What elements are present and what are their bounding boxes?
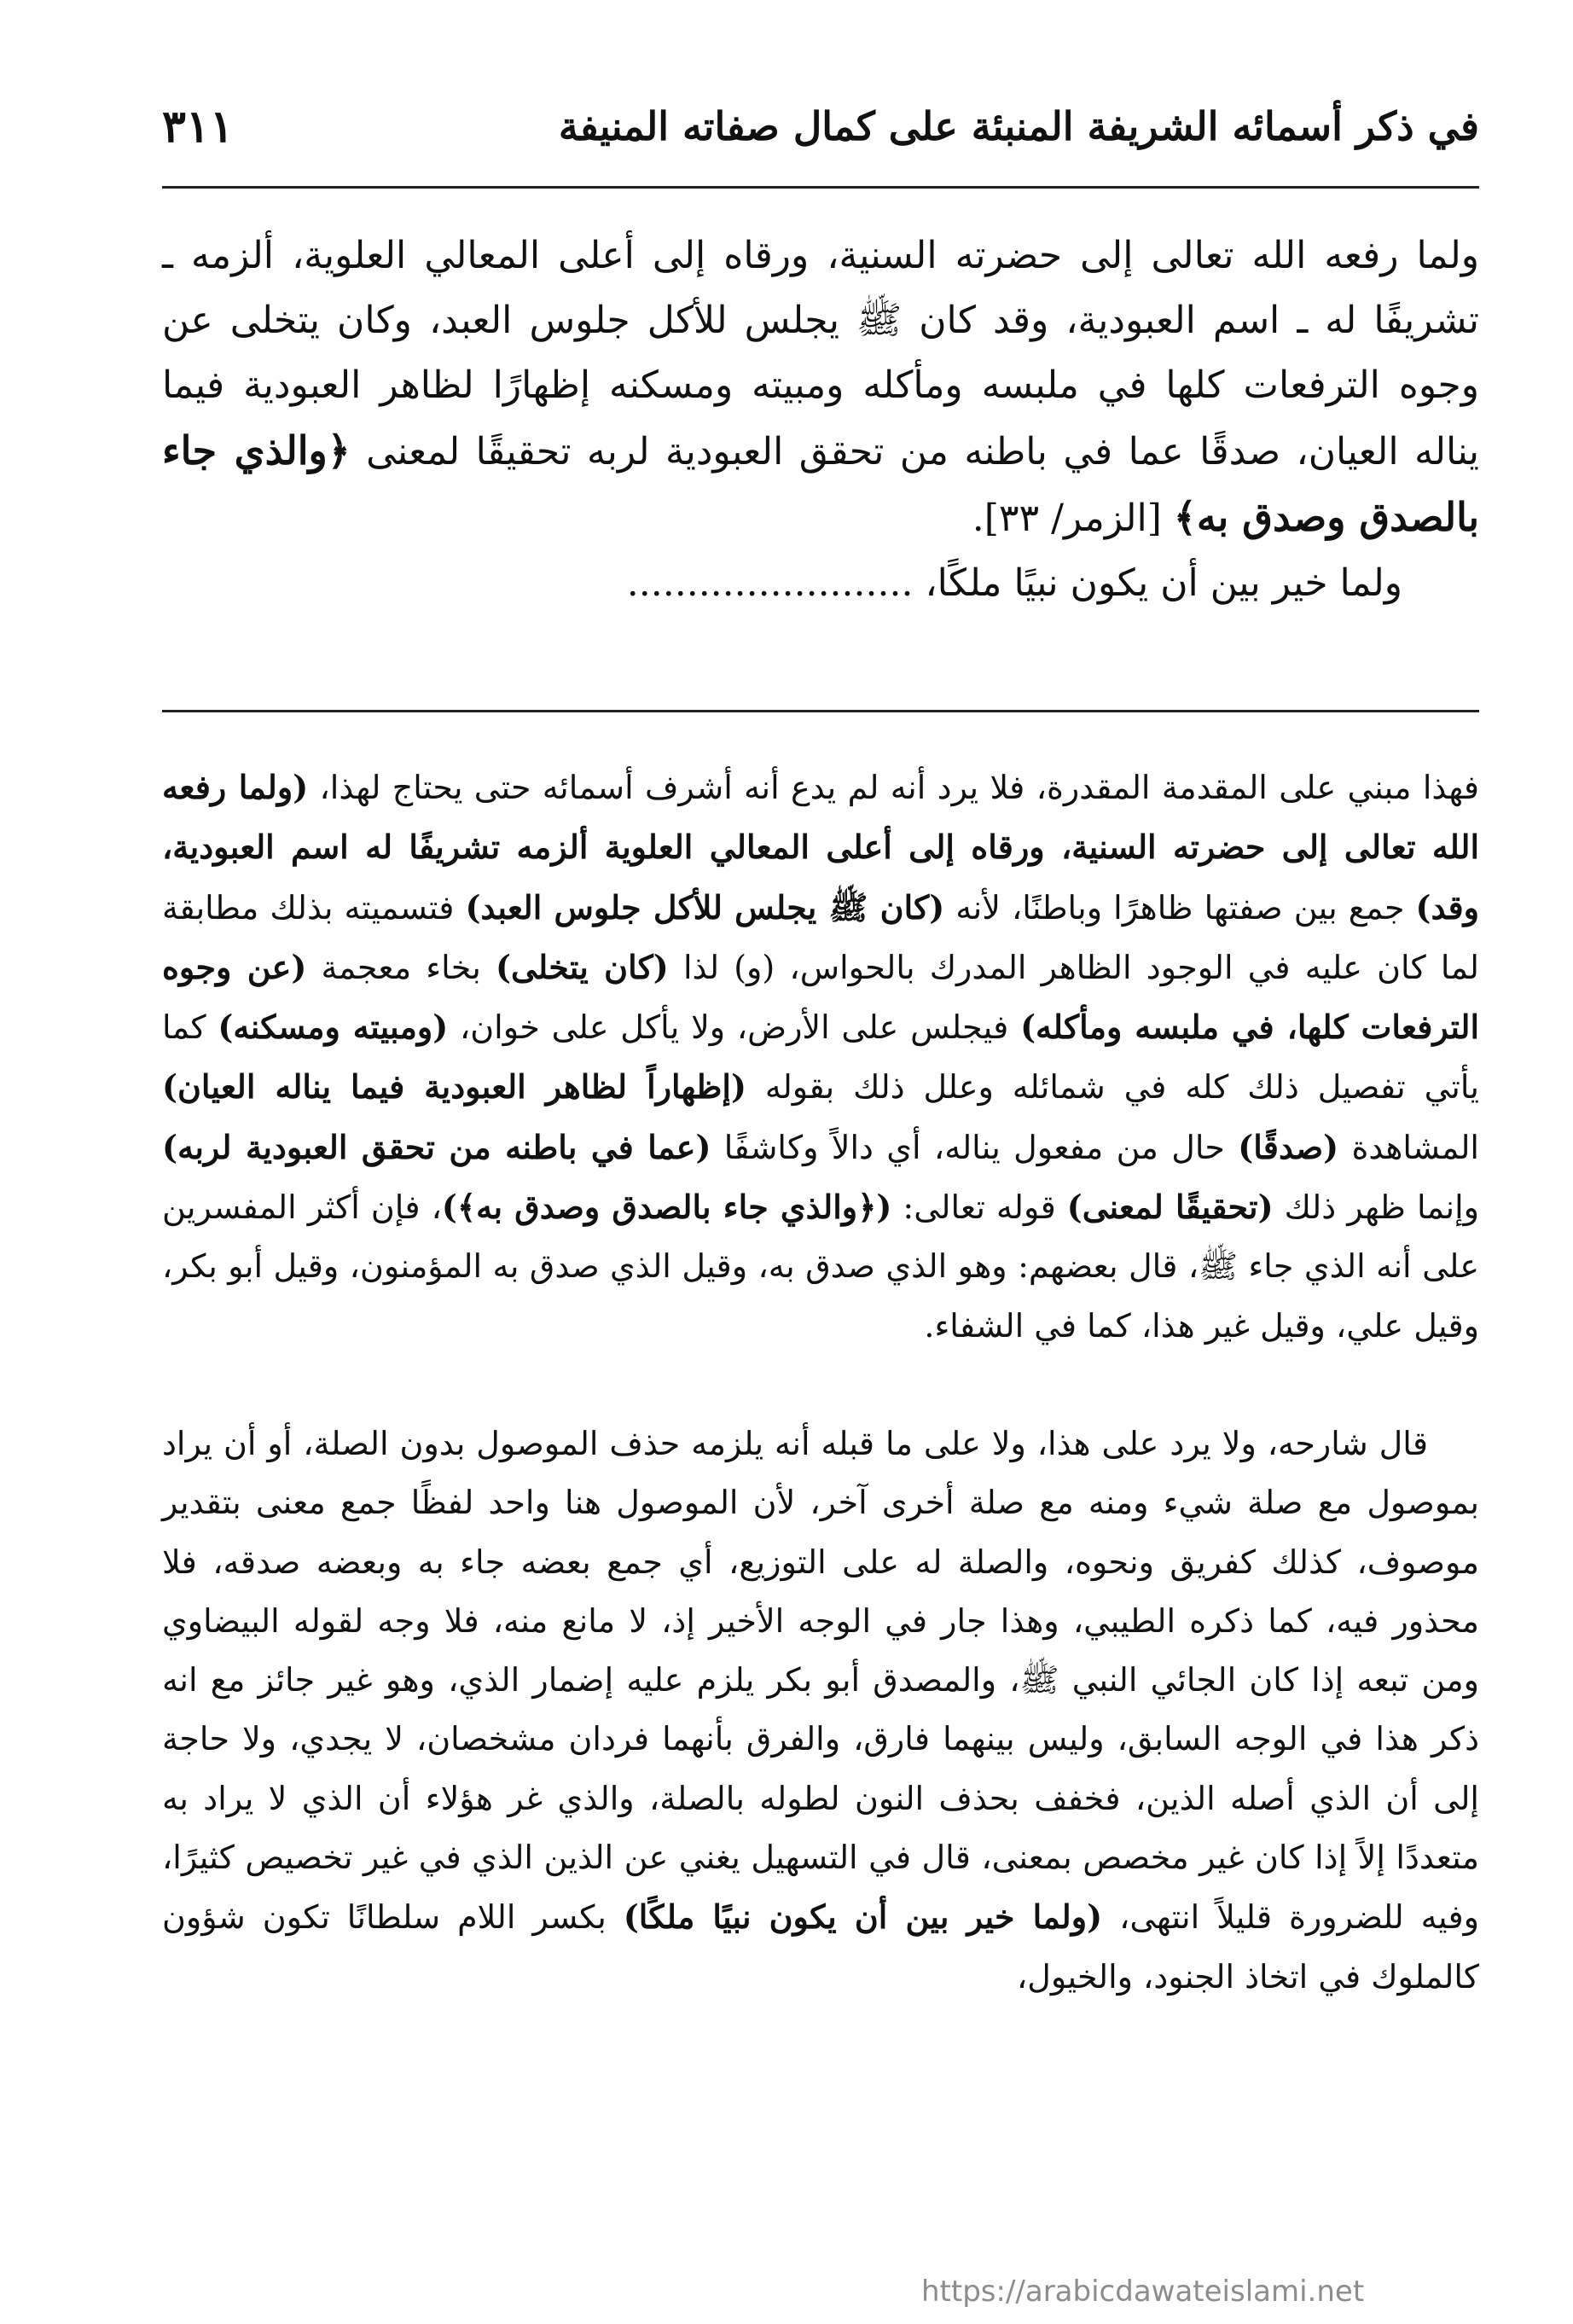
main-text bbox=[162, 224, 1479, 616]
quran-reference: [الزمر/ ٣٣]. bbox=[972, 497, 1174, 540]
header-rule bbox=[162, 186, 1479, 189]
running-title: في ذكر أسمائه الشريفة المنبئة على كمال صفاته المنيفة bbox=[558, 103, 1479, 149]
page-number: ٣١١ bbox=[162, 100, 234, 153]
commentary-paragraph-1: فهذا مبني على المقدمة المقدرة، فلا يرد أنه لم يدع أنه أشرف أسمائه حتى يحتاج لهذا، (ولما رفعه الله تعالى إلى حضرته السنية، ورقاه إلى أعلى المعالي العلوية ألزمه تشريفًا له اسم العبودية، وقد) جمع بين صفتها ظاهرًا وباطنًا، لأنه (كان ﷺ يجلس للأكل جلوس العبد) فتسميته بذلك مطابقة لما كان عليه في الوجود الظاهر المدرك بالحواس، (و) لذا (كان يتخلى) بخاء معجمة (عن وجوه الترفعات كلها، في ملبسه ومأكله) فيجلس على الأرض، ولا يأكل على خوان، (ومبيته ومسكنه) كما يأتي تفصيل ذلك كله في شمائله وعلل ذلك بقوله (إظهاراً لظاهر العبودية فيما يناله العيان) المشاهدة (صدقًا) حال من مفعول يناله، أي دالاً وكاشفًا (عما في باطنه من تحقق العبودية لربه) وإنما ظهر ذلك (تحقيقًا لمعنى) قوله تعالى: (﴿والذي جاء بالصدق وصدق به﴾)، فإن أكثر المفسرين على أنه الذي جاء ﷺ، قال بعضهم: وهو الذي صدق به، وقيل الذي صدق به المؤمنون، وقيل أبو بكر، وقيل علي، وقيل غير هذا، كما في الشفاء. bbox=[162, 768, 1480, 1345]
main-paragraph-2: ولما خير بين أن يكون نبيًا ملكًا، ........................ bbox=[626, 561, 1402, 605]
quran-quote: ﴿والذي جاء بالصدق وصدق به﴾ bbox=[162, 427, 1479, 540]
separator-rule bbox=[162, 710, 1479, 712]
continuation-dots: ........................ bbox=[626, 561, 914, 605]
commentary bbox=[162, 758, 1479, 2007]
watermark-url: https://arabicdawateislami.net bbox=[921, 2275, 1365, 2309]
page-header bbox=[162, 92, 1479, 160]
commentary-paragraph-2: قال شارحه، ولا يرد على هذا، ولا على ما قبله أنه يلزمه حذف الموصول بدون الصلة، أو أن يراد بموصول مع صلة شيء ومنه مع صلة أخرى آخر، لأن الموصول هنا واحد لفظًا جمع معنى بتقدير موصوف، كذلك كفريق ونحوه، والصلة له على التوزيع، أي جمع بعضه جاء به وبعضه صدقه، فلا محذور فيه، كما ذكره الطيبي، وهذا جار في الوجه الأخير إذ، لا مانع منه، فلا وجه لقوله البيضاوي ومن تبعه إذا كان الجائي النبي ﷺ، والمصدق أبو بكر يلزم عليه إضمار الذي، وهو غير جائز مع انه ذكر هذا في الوجه السابق، وليس بينهما فارق، والفرق بأنهما فردان مشخصان، لا يجدي، ولا حاجة إلى أن الذي أصله الذين، فخفف بحذف النون لطوله بالصلة، والذي غر هؤلاء أن الذي لا يراد به متعددًا إلاً إذا كان غير مخصص بمعنى، قال في التسهيل يغني عن الذين الذي في غير تخصيص كثيرًا، وفيه للضرورة قليلاً انتهى، (ولما خير بين أن يكون نبيًا ملكًا) بكسر اللام سلطانًا تكون شؤون كالملوك في اتخاذ الجنود، والخيول، bbox=[162, 1424, 1479, 1996]
main-paragraph-1: ولما رفعه الله تعالى إلى حضرته السنية، ورقاه إلى أعلى المعالي العلوية، ألزمه ـ تشريفًا له ـ اسم العبودية، وقد كان ﷺ يجلس للأكل جلوس العبد، وكان يتخلى عن وجوه الترفعات كلها في ملبسه ومأكله ومبيته ومسكنه إظهارًا لظاهر العبودية فيما يناله العيان، صدقًا عما في باطنه من تحقق العبودية لربه تحقيقًا لمعنى ﴿والذي جاء بالصدق وصدق به﴾ [الزمر/ ٣٣]. bbox=[162, 234, 1479, 540]
book-page bbox=[162, 0, 1479, 2324]
